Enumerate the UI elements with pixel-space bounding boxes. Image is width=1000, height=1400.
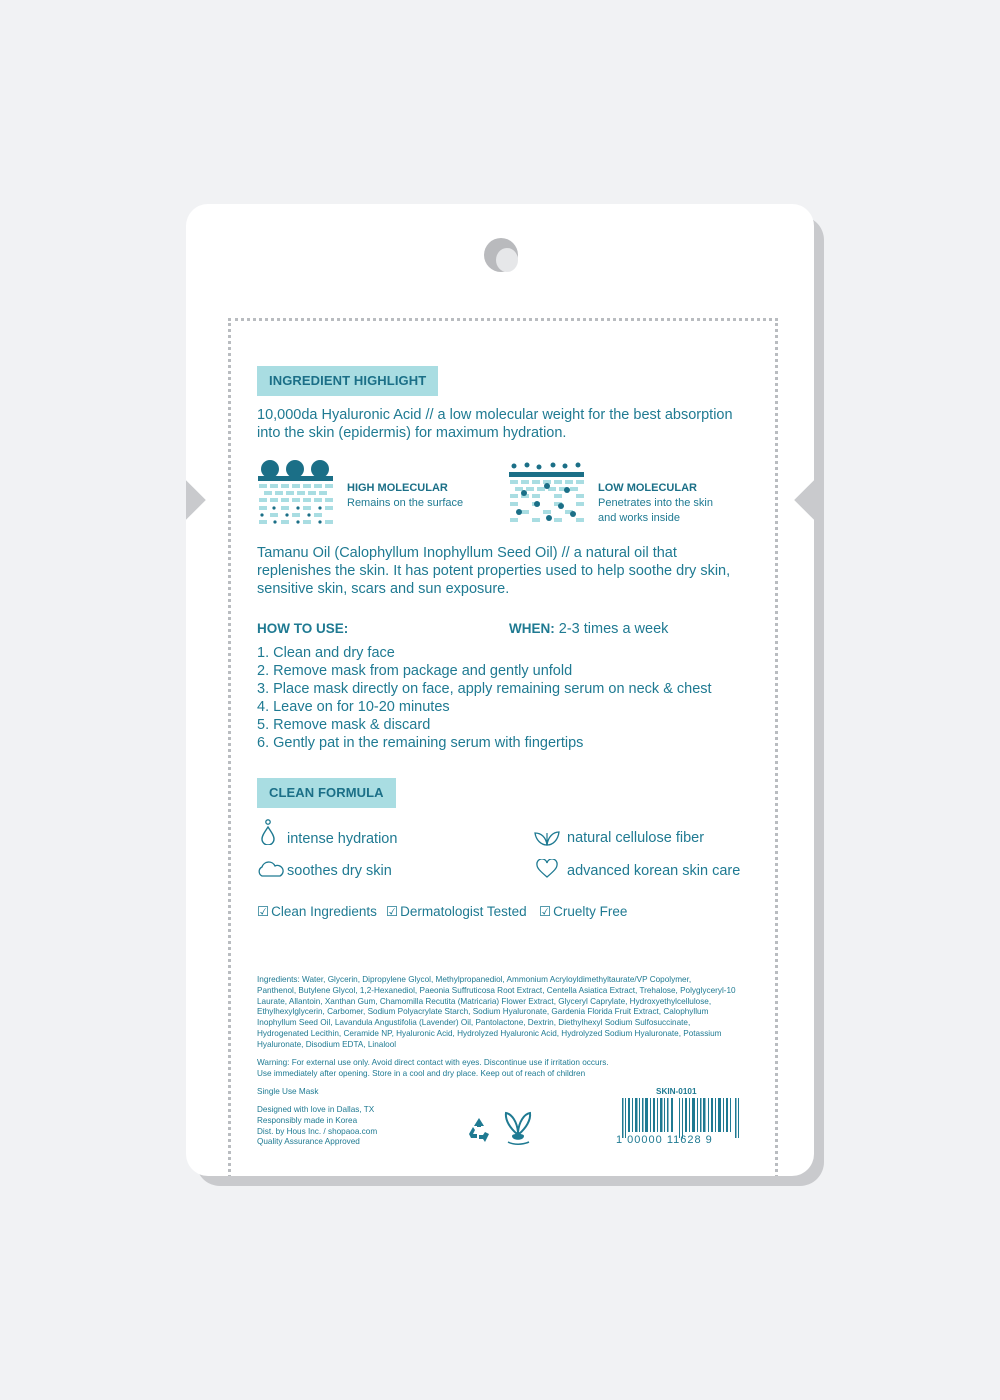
single-use-label: Single Use Mask	[257, 1087, 319, 1096]
ingredient-highlight-badge: INGREDIENT HIGHLIGHT	[257, 366, 438, 396]
checkbox-checked-icon: ☑	[257, 904, 270, 919]
feature-soothes-dry-skin: soothes dry skin	[287, 863, 392, 879]
barcode	[622, 1098, 742, 1138]
heart-icon	[536, 859, 558, 879]
step-4: 4. Leave on for 10-20 minutes	[257, 699, 450, 715]
warning-text	[257, 1058, 609, 1080]
checkbox-checked-icon: ☑	[386, 904, 399, 919]
high-molecular-icon	[258, 456, 336, 528]
warning-line: Use immediately after opening. Store in a cool and dry place. Keep out of reach of children	[257, 1068, 586, 1078]
tamanu-line-2: replenishes the skin. It has potent properties used to help soothe dry skin,	[257, 563, 731, 579]
hyaluronic-line-1: 10,000da Hyaluronic Acid // a low molecular weight for the best absorption	[257, 407, 733, 423]
high-molecular-title: HIGH MOLECULAR	[347, 482, 448, 494]
origin-info	[257, 1105, 377, 1148]
feature-advanced-korean-skin-care: advanced korean skin care	[567, 863, 741, 879]
check-dermatologist-tested	[386, 903, 527, 921]
check-label: Dermatologist Tested	[400, 904, 527, 919]
hang-hole	[484, 238, 518, 272]
origin-line: Quality Assurance Approved	[257, 1137, 360, 1147]
cloud-icon	[256, 860, 284, 878]
step-5: 5. Remove mask & discard	[257, 717, 431, 733]
recycle-icon	[465, 1116, 493, 1144]
tear-notch-right	[794, 480, 814, 520]
ingredients-list	[257, 975, 736, 1051]
checkbox-checked-icon: ☑	[539, 904, 552, 919]
check-clean-ingredients	[257, 903, 377, 921]
step-6: 6. Gently pat in the remaining serum with fingertips	[257, 735, 584, 751]
step-2: 2. Remove mask from package and gently unfold	[257, 663, 573, 679]
ingredients-line: Hydrogenated Lecithin, Ceramide NP, Hyaluronic Acid, Hydrolyzed Hyaluronic Acid, Hydrolyzed Sodium Hyaluronate, Potassium	[257, 1028, 722, 1038]
droplet-icon	[260, 819, 276, 845]
ingredients-line: Hyaluronate, Disodium EDTA, Linalool	[257, 1039, 397, 1049]
feature-intense-hydration: intense hydration	[287, 831, 398, 847]
leaf-icon	[533, 828, 561, 848]
ingredients-line: Panthenol, Butylene Glycol, 1,2-Hexanediol, Paeonia Suffruticosa Root Extract, Centella Asiatica Extract, Trehalose, Polyglyceryl-10	[257, 985, 736, 995]
when-value: 2-3 times a week	[558, 621, 669, 637]
ingredients-line: Inophyllum Seed Oil, Lavandula Angustifolia (Lavender) Oil, Pantolactone, Dextrin, Diethylhexyl Sodium Sulfosuccinate,	[257, 1018, 691, 1028]
when-row	[509, 620, 668, 638]
check-label: Cruelty Free	[553, 904, 628, 919]
tamanu-line-1: Tamanu Oil (Calophyllum Inophyllum Seed Oil) // a natural oil that	[257, 545, 677, 561]
low-molecular-icon	[509, 462, 587, 528]
ingredients-line: Ethylhexylglycerin, Carbomer, Sodium Polyacrylate Starch, Sodium Hyaluronate, Gardenia Florida Fruit Extract, Calophyllum	[257, 1007, 709, 1017]
clean-formula-badge: CLEAN FORMULA	[257, 778, 396, 808]
sku-label: SKIN-0101	[656, 1087, 697, 1096]
hyaluronic-line-2: into the skin (epidermis) for maximum hydration.	[257, 425, 567, 441]
origin-line: Responsibly made in Korea	[257, 1115, 358, 1125]
how-to-use-title: HOW TO USE:	[257, 621, 349, 636]
feature-natural-cellulose-fiber: natural cellulose fiber	[567, 830, 705, 846]
origin-line: Dist. by Hous Inc. / shopaoa.com	[257, 1126, 378, 1136]
low-molecular-desc-1: Penetrates into the skin	[598, 497, 713, 509]
step-1: 1. Clean and dry face	[257, 645, 395, 661]
ingredients-line: Laurate, Allantoin, Xanthan Gum, Chamomilla Recutita (Matricaria) Flower Extract, Glyceryl Caprylate, Hydroxyethylcellulose,	[257, 996, 712, 1006]
cruelty-free-bunny-icon	[502, 1110, 534, 1146]
ingredients-line: Ingredients: Water, Glycerin, Dipropylene Glycol, Methylpropanediol, Ammonium Acryloyldimethyltaurate/VP Copolymer,	[257, 975, 692, 984]
when-label: WHEN:	[509, 621, 555, 636]
origin-line: Designed with love in Dallas, TX	[257, 1105, 375, 1114]
sheet-mask-pouch	[186, 204, 814, 1176]
low-molecular-desc-2: and works inside	[598, 512, 680, 524]
high-molecular-desc: Remains on the surface	[347, 497, 464, 509]
tear-notch-left	[186, 480, 206, 520]
check-label: Clean Ingredients	[271, 904, 377, 919]
warning-line: Warning: For external use only. Avoid direct contact with eyes. Discontinue use if irritation occurs.	[257, 1058, 609, 1067]
low-molecular-title: LOW MOLECULAR	[598, 482, 697, 494]
tamanu-line-3: sensitive skin, scars and sun exposure.	[257, 581, 510, 597]
barcode-digits: 1 00000 11628 9	[616, 1134, 713, 1146]
check-cruelty-free	[539, 903, 627, 921]
step-3: 3. Place mask directly on face, apply remaining serum on neck & chest	[257, 681, 712, 697]
